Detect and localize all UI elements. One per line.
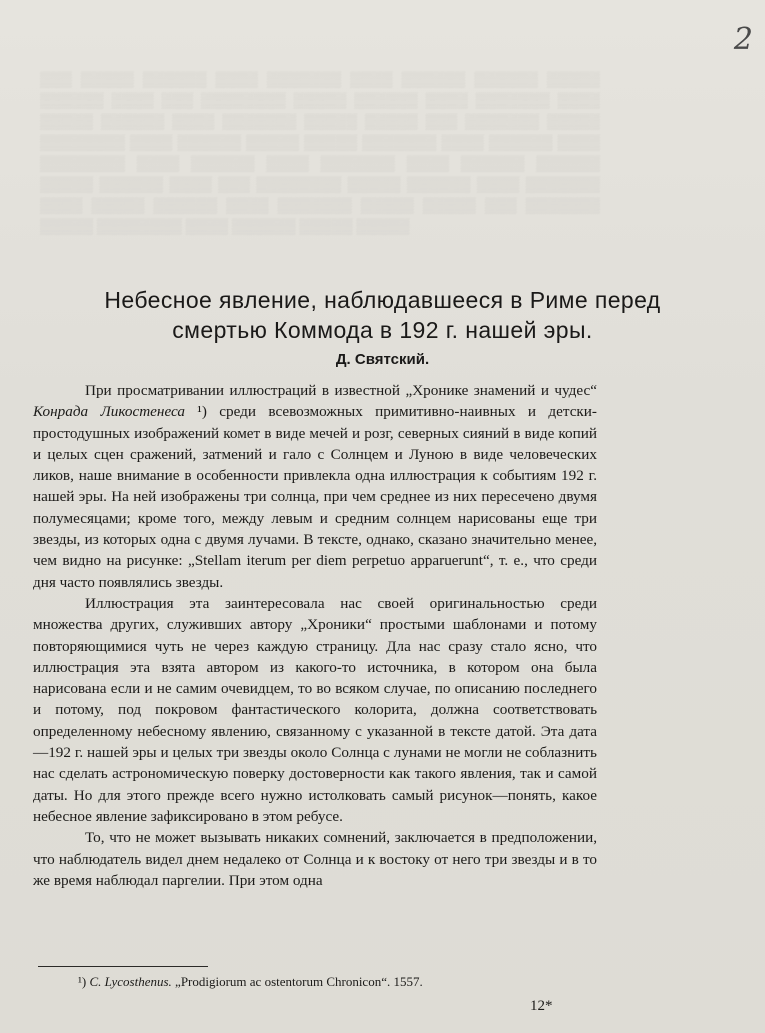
article-body <box>33 380 597 891</box>
footnote-rule <box>38 966 208 967</box>
title-line-1: Небесное явление, наблюдавшееся в Риме перед <box>104 287 661 313</box>
footnote-author: C. Lycosthenus. <box>89 974 172 989</box>
paragraph-1 <box>33 380 597 593</box>
signature-mark: 12* <box>530 998 553 1014</box>
author-name-italic: Конрада Ликостенеса <box>33 403 185 421</box>
paragraph-1-rest: ¹) среди всевозможных примитивно-наивных и детски-простодушных изображений комет в виде мечей и розг, северных сияний в виде копий и целых сцен сражений, затмений и гало с Солнцем и Луною в виде человеческих ликов, наше внимание в особенности привлекла одна иллюстрация к событиям 192 г. нашей эры. На ней изображены три солнца, при чем среднее из них пересечено двумя полумесяцами; кроме того, между левым и средним солнцем нарисованы еще три звезды, из которых одна с двумя лучами. В тексте, однако, сказано значительно менее, чем видно на рисунке: „Stellam iterum per diem perpetuo apparuerunt“, т. е., что среди дня часто появлялись звезды. <box>33 403 597 591</box>
footnote-text: „Prodigiorum ac ostentorum Chronicon“. 1557. <box>171 974 423 989</box>
title-line-2: смертью Коммода в 192 г. нашей эры. <box>172 317 593 343</box>
article-author: Д. Святский. <box>335 351 430 368</box>
paragraph-1-start: При просматривании иллюстраций в известной „Хронике знамений и чудес“ <box>85 382 597 399</box>
handwritten-page-number: 2 <box>733 22 753 57</box>
footnote-marker: ¹) <box>78 974 90 989</box>
bleed-through-texture: ▒▒▒ ▒▒▒▒▒ ▒▒▒▒▒▒ ▒▒▒▒ ▒▒▒▒▒▒▒ ▒▒▒▒ ▒▒▒▒▒▒ ▒▒▒▒▒▒ ▒▒▒▒▒ ▒▒▒▒▒▒ ▒▒▒▒ ▒▒▒ ▒▒▒▒▒▒▒▒ ▒▒▒▒▒ ▒▒▒▒▒▒ ▒▒▒▒ ▒▒▒▒▒▒▒ ▒▒▒▒ ▒▒▒▒▒ ▒▒▒▒▒▒ ▒▒▒▒ ▒▒▒▒▒▒▒ ▒▒▒▒▒ ▒▒▒▒▒ ▒▒▒ ▒▒▒▒▒▒▒ ▒▒▒▒▒ ▒▒▒▒▒▒▒▒ ▒▒▒▒ ▒▒▒▒▒▒ ▒▒▒▒▒ ▒▒▒▒▒ ▒▒▒▒▒▒▒ ▒▒▒▒ ▒▒▒▒▒▒ ▒▒▒▒ ▒▒▒▒▒▒▒▒ ▒▒▒▒ ▒▒▒▒▒▒ ▒▒▒▒ ▒▒▒▒▒▒▒ ▒▒▒▒ ▒▒▒▒▒▒ ▒▒▒▒▒▒ ▒▒▒▒▒ ▒▒▒▒▒▒ ▒▒▒▒ ▒▒▒ ▒▒▒▒▒▒▒▒ ▒▒▒▒▒ ▒▒▒▒▒▒ ▒▒▒▒ ▒▒▒▒▒▒▒ ▒▒▒▒ ▒▒▒▒▒ ▒▒▒▒▒▒ ▒▒▒▒ ▒▒▒▒▒▒▒ ▒▒▒▒▒ ▒▒▒▒▒ ▒▒▒ ▒▒▒▒▒▒▒ ▒▒▒▒▒ ▒▒▒▒▒▒▒▒ ▒▒▒▒ ▒▒▒▒▒▒ ▒▒▒▒▒ ▒▒▒▒▒ <box>40 72 600 235</box>
article-title <box>20 285 745 345</box>
paragraph-2: Иллюстрация эта заинтересовала нас своей оригинальностью среди множества других, служивших автору „Хроники“ простыми шаблонами и потому повторяющимися чуть не через каждую страницу. Дла нас сразу стало ясно, что иллюстрация эта взята автором из какого-то источника, в котором она была нарисована если и не самим очевидцем, то во всяком случае, по описанию последнего и потому, под покровом фантастического колорита, должна соответствовать определенному небесному явлению, связанному с указанной в тексте датой. Эта дата—192 г. нашей эры и целых три звезды около Солнца с лунами не могли не соблазнить нас сделать астрономическую поверку достоверности как такого явления, так и самой даты. Но для этого прежде всего нужно истолковать самый рисунок—понять, какое небесное явление зафиксировано в этом ребусе. <box>33 594 597 825</box>
footnote <box>78 974 423 990</box>
paragraph-3: То, что не может вызывать никаких сомнений, заключается в предположении, что наблюдатель видел днем недалеко от Солнца и к востоку от него три звезды и в то же время наблюдал паргелии. При этом одна <box>33 829 597 889</box>
